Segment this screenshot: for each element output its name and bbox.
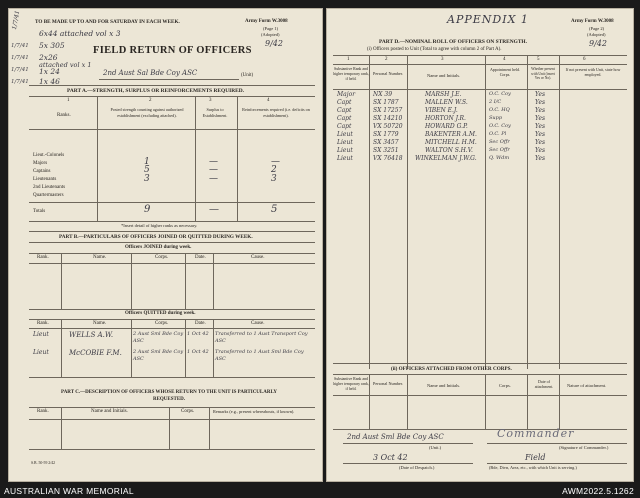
quitted-2-rank: Lieut [33,349,49,356]
adopted-right: (Adopted) [587,32,606,37]
roll-4-rank: Capt [337,115,352,122]
header-reinf: Reinforcements required (i.e. deficits on establishment). [242,107,310,118]
part-a-footnote: *Insert detail of higher ranks as necessary. [121,223,198,228]
margin-note-1: 6x44 attached vol x 3 [39,29,121,38]
roll-7-num: SX 3457 [373,139,399,146]
roll-5-name: HOWARD G.P. [425,123,468,130]
roll-4-appt: Supp [489,115,503,121]
top-note: TO BE MADE UP TO AND FOR SATURDAY IN EACH WEEK. [35,19,180,25]
rank-row-6: Quartermasters [33,193,64,198]
surplus-row-4: — [209,174,218,184]
roll-8-name: WALTON S.H.V. [425,147,473,154]
quitted-2-date: 1 Oct 42 [187,349,209,355]
roll-2-rank: Capt [337,99,352,106]
date-label: (Date of Despatch.) [399,465,435,470]
margin-note-3: 2x26 [39,53,58,62]
reinf-row-3: 2 [271,165,277,175]
roll-4-present: Yes [535,115,546,122]
surplus-row-2: — [209,157,218,167]
roll-1-num: NX 39 [373,91,393,98]
quitted-2-cause: Transferred to 1 Aust Sml Bde Coy ASC [215,349,304,362]
quitted-1-rank: Lieut [33,331,49,338]
quitted-h-rank: Rank. [37,321,49,326]
roll-2-present: Yes [535,99,546,106]
roll-2-num: SX 1787 [373,99,399,106]
d2-h-name: Name and Initials. [427,383,461,388]
appendix-label: APPENDIX 1 [447,13,529,26]
margin-note-4: attached vol x 1 [39,61,92,69]
reinf-row-2: — [271,157,280,167]
d-col-6: 6 [583,57,586,62]
roll-5-num: VX 50720 [373,123,403,130]
quitted-2-name: McCOBIE F.M. [69,349,122,357]
d2-h-date: Date of attachment. [534,379,554,389]
d-h-appt: Appointment held. Corps. [490,67,520,77]
quitted-2-corps: 2 Aust Sml Bde Coy ASC [133,349,184,362]
margin-note-6: 1x 46 [39,77,60,86]
roll-3-appt: O.C. HQ [489,107,510,113]
part-b-title: PART B.—PARTICULARS OF OFFICERS JOINED OR QUITTED DURING WEEK. [59,234,253,240]
margin-date-5: 1/7/41 [11,79,29,85]
part-a-col-4: 4 [267,98,270,103]
roll-9-present: Yes [535,155,546,162]
joined-h-corps: Corps. [155,255,169,260]
roll-6-num: SX 1779 [373,131,399,138]
footer-right: AWM2022.5.1262 [562,486,634,496]
roll-3-num: SX 17257 [373,107,403,114]
posted-row-3: 5 [144,165,150,175]
roll-1-appt: O.C. Coy [489,91,511,97]
margin-note-2: 5x 305 [39,41,65,50]
roll-8-num: SX 3251 [373,147,399,154]
part-c-title: PART C.—DESCRIPTION OF OFFICERS WHOSE RETURN TO THE UNIT IS PARTICULARLY REQUESTED. [61,390,277,402]
unit-hand-left: 2nd Aust Sal Bde Coy ASC [103,69,198,77]
quitted-1-cause: Transferred to 1 Aust Transport Coy ASC [215,331,308,344]
roll-6-present: Yes [535,131,546,138]
d-col-4: 4 [503,57,506,62]
part-d-title: PART D.—NOMINAL ROLL OF OFFICERS ON STRENGTH. [379,39,527,45]
joined-h-date: Date. [195,255,206,260]
d-col-1: 1 [347,57,350,62]
quitted-1-date: 1 Oct 42 [187,331,209,337]
rank-row-1: Lieut.-Colonels [33,153,65,158]
rank-row-5: 2nd Lieutenants [33,185,66,190]
posted-row-2: 1 [144,157,150,167]
rank-row-4: Lieutenants [33,177,57,182]
quitted-1-corps: 2 Aust Sml Bde Coy ASC [133,331,184,344]
rank-row-3: Captains [33,169,51,174]
d-col-5: 5 [537,57,540,62]
quitted-h-name: Name. [93,321,107,326]
d2-h-corps: Corps. [499,383,511,388]
roll-3-rank: Capt [337,107,352,114]
roll-4-num: SX 14210 [373,115,403,122]
totals-label: Totals [33,209,46,214]
form-title: FIELD RETURN OF OFFICERS [93,45,252,56]
d-h-present: Whether present with Unit (insert Yes or No). [531,67,555,81]
surplus-row-3: — [209,165,218,175]
roll-1-rank: Major [337,91,356,98]
left-page [8,8,323,482]
header-posted: Posted strength counting against authorized establishment (excluding attached). [110,107,184,118]
part-c-h-name: Name and Initials. [91,409,128,414]
adopted-left: (Adopted) [261,32,280,37]
roll-8-present: Yes [535,147,546,154]
roll-9-rank: Lieut [337,155,353,162]
margin-date-3: 1/7/41 [11,55,29,61]
d-h-name: Name and Initials. [427,73,461,78]
d-col-2: 2 [385,57,388,62]
signature-label: (Signature of Commander.) [559,445,609,450]
army-form-left: Army Form W.3008 [245,19,288,24]
d2-h-rank: Substantive Rank and higher temporary rank, if held. [333,377,369,391]
army-form-right: Army Form W.3008 [571,19,614,24]
roll-5-appt: O.C. Coy [489,123,511,129]
signature: Commander [497,427,575,440]
roll-8-appt: Sec Offr [489,147,510,153]
margin-date-1: 1/7/41 [11,9,22,31]
right-page [326,8,634,482]
unit-hand-right: 2nd Aust Sml Bde Coy ASC [347,433,444,441]
roll-5-present: Yes [535,123,546,130]
totals-surplus: — [209,204,219,215]
field-hand: Field [525,453,546,462]
joined-h-name: Name. [93,255,107,260]
page-label-left: (Page 1) [263,26,279,31]
roll-1-name: MARSH J.E. [425,91,462,98]
margin-date-2: 1/7/41 [11,43,29,49]
unit-suffix: (Unit) [241,73,254,78]
roll-9-appt: Q. Wdm [489,155,510,161]
roll-9-name: WINKELMAN J.W.G. [415,155,477,162]
part-c-h-corps: Corps. [181,409,195,414]
part-d2-title: (ii) OFFICERS ATTACHED FROM OTHER CORPS. [391,366,512,372]
part-a-col-1: 1 [67,98,70,103]
bde-label: (Bde, Divn, Area, etc., with which Unit is serving.) [489,465,577,470]
part-c-h-remarks: Remarks (e.g., present whereabouts, if known). [213,409,295,414]
quitted-h-date: Date. [195,321,206,326]
date-hand-right: 9/42 [589,39,607,48]
roll-2-appt: 2 I/C [489,99,502,105]
print-code: S.B. 50-59 2/42 [31,461,56,465]
d2-h-nature: Nature of attachment. [567,383,607,388]
totals-posted: 9 [144,204,151,215]
roll-1-present: Yes [535,91,546,98]
header-ranks: Ranks. [57,113,71,118]
part-c-h-rank: Rank. [37,409,49,414]
part-a-title: PART A.—STRENGTH, SURPLUS OR REINFORCEMENTS REQUIRED. [67,88,244,94]
roll-3-name: VIBEN E.J. [425,107,458,114]
roll-5-rank: Capt [337,123,352,130]
joined-h-rank: Rank. [37,255,49,260]
date-hand-right-2: 3 Oct 42 [373,453,408,462]
quitted-title: Officers QUITTED during week. [125,311,196,316]
roll-7-name: MITCHELL H.M. [425,139,477,146]
margin-date-4: 1/7/41 [11,67,29,73]
d-col-3: 3 [441,57,444,62]
header-surplus: Surplus to Establishment. [202,107,228,118]
roll-7-rank: Lieut [337,139,353,146]
quitted-1-name: WELLS A.W. [69,331,114,339]
part-d-sub: (i) Officers posted to Unit (Total to agree with column 2 of Part A). [367,47,502,52]
part-a-col-2: 2 [149,98,152,103]
quitted-h-corps: Corps. [155,321,169,326]
date-hand-left: 9/42 [265,39,283,48]
roll-7-present: Yes [535,139,546,146]
roll-8-rank: Lieut [337,147,353,154]
roll-3-present: Yes [535,107,546,114]
roll-4-name: HORTON J.R. [425,115,466,122]
roll-7-appt: Sec Offr [489,139,510,145]
roll-2-name: MALLEN W.S. [425,99,468,106]
part-a-col-3: 3 [209,98,212,103]
d-h-number: Personal Number. [372,71,403,76]
reinf-row-4: 3 [271,174,277,184]
margin-note-5: 1x 24 [39,67,60,76]
footer-left: AUSTRALIAN WAR MEMORIAL [4,486,134,496]
roll-6-rank: Lieut [337,131,353,138]
joined-title: Officers JOINED during week. [125,245,192,250]
totals-reinf: 5 [271,204,278,215]
page-label-right: (Page 2) [589,26,605,31]
quitted-h-cause: Cause. [251,321,265,326]
roll-9-num: VX 76418 [373,155,403,162]
d-h-rank: Substantive Rank and higher temporary rank, if held. [333,67,369,81]
posted-row-4: 3 [144,174,150,184]
rank-row-2: Majors [33,161,48,166]
d-h-employed: If not present with Unit, state how employed. [565,67,621,77]
roll-6-name: BAKENTER A.M. [425,131,477,138]
unit-label-right: (Unit.) [429,445,442,450]
joined-h-cause: Cause. [251,255,265,260]
d2-h-number: Personal Number. [372,381,403,386]
roll-6-appt: O.C. Pl [489,131,507,137]
